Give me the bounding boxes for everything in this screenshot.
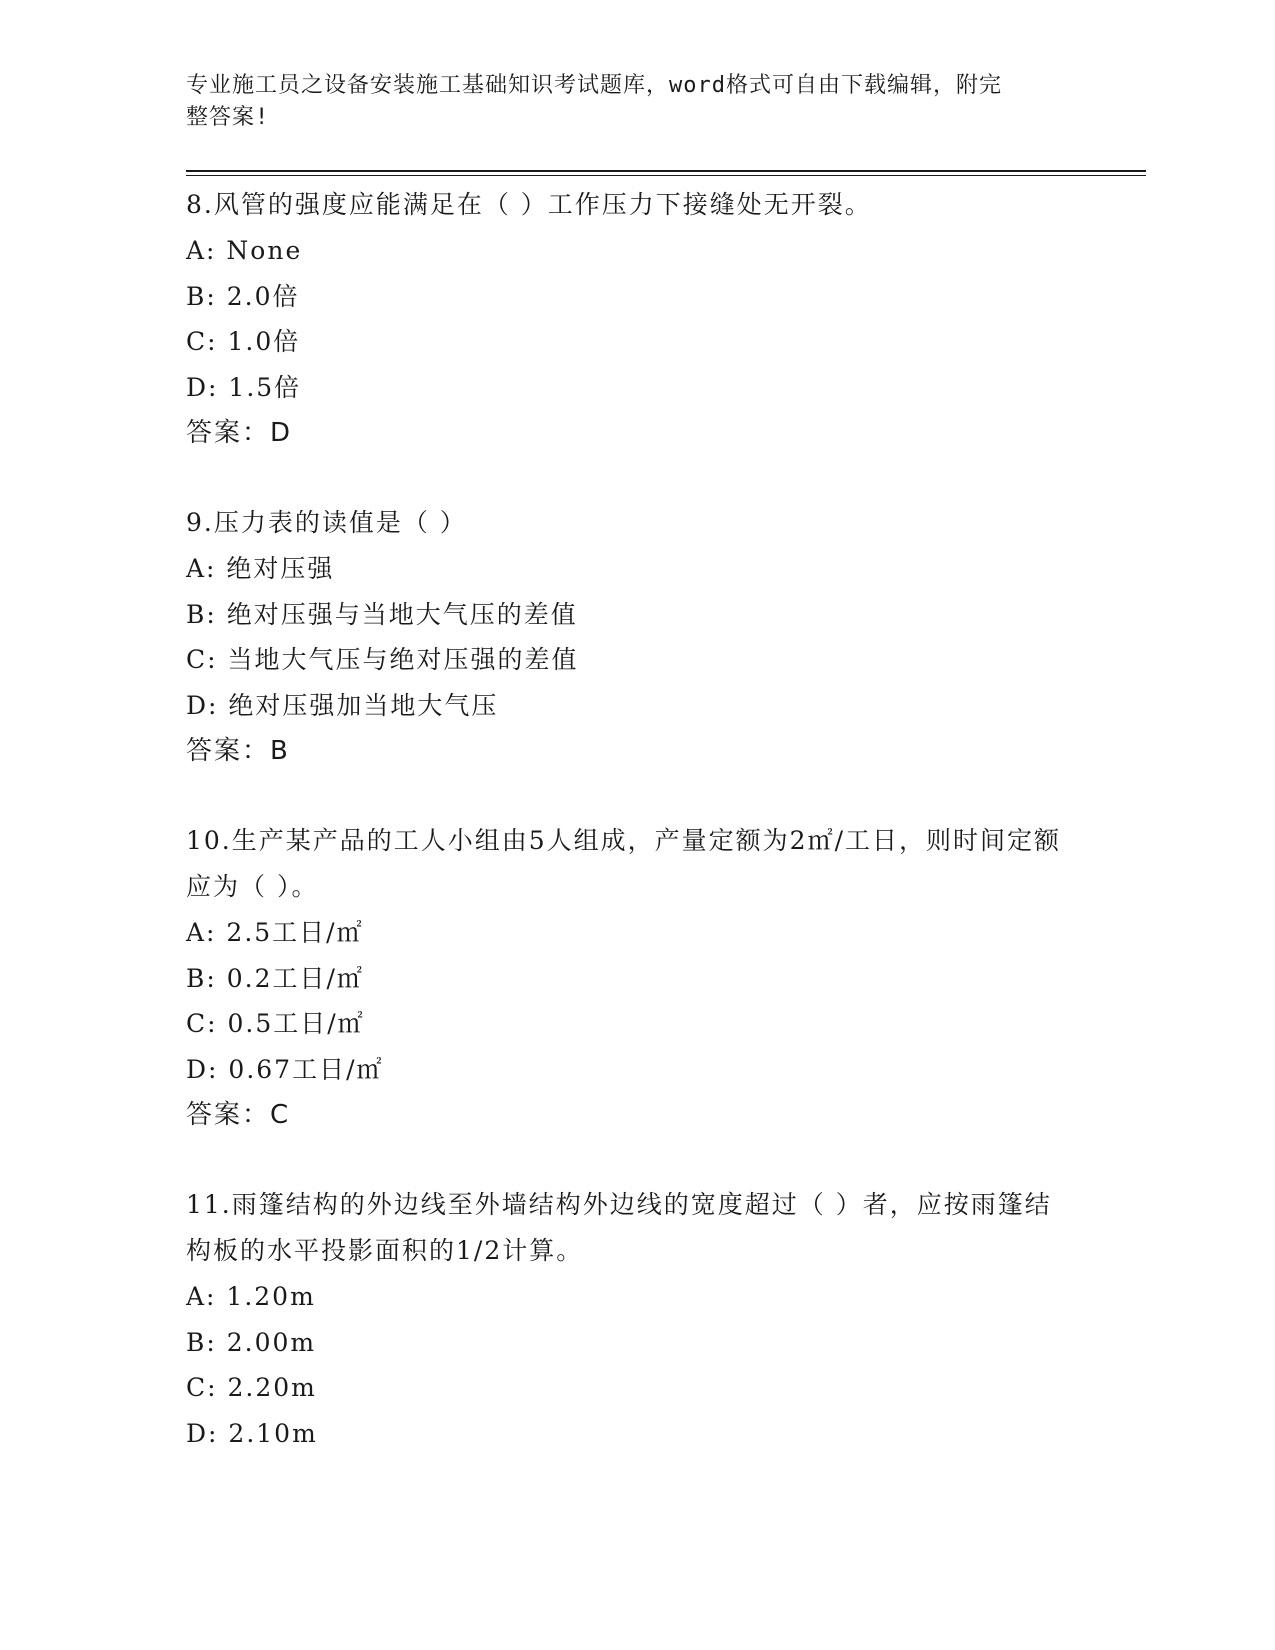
option-d: D: 2.10m xyxy=(186,1418,318,1448)
question-10 xyxy=(186,818,1146,1138)
header-line-2: 整答案! xyxy=(186,105,270,130)
option-c: C: 2.20m xyxy=(186,1373,317,1402)
option-c: C: 当地大气压与绝对压强的差值 xyxy=(186,645,579,674)
option-d: D: 1.5倍 xyxy=(186,372,302,402)
spacer xyxy=(186,1138,1146,1182)
option-c: C: 1.0倍 xyxy=(186,327,301,356)
option-b: B: 2.0倍 xyxy=(186,281,300,311)
option-a: A: 2.5工日/㎡ xyxy=(186,918,364,947)
question-text: 8.风管的强度应能满足在（ ）工作压力下接缝处无开裂。 xyxy=(186,190,872,219)
option-a: A: 绝对压强 xyxy=(186,554,335,583)
question-9 xyxy=(186,500,1146,774)
document-header xyxy=(186,70,1066,134)
spacer xyxy=(186,456,1146,500)
question-text: 9.压力表的读值是（ ） xyxy=(186,508,467,537)
question-11 xyxy=(186,1182,1146,1456)
option-c: C: 0.5工日/㎡ xyxy=(186,1009,365,1038)
option-a: A: None xyxy=(186,236,303,265)
document-page xyxy=(186,70,1146,1456)
option-a: A: 1.20m xyxy=(186,1282,316,1311)
option-d: D: 绝对压强加当地大气压 xyxy=(186,690,499,720)
header-divider xyxy=(186,170,1146,176)
answer: 答案：D xyxy=(186,418,293,448)
option-d: D: 0.67工日/㎡ xyxy=(186,1054,384,1084)
spacer xyxy=(186,774,1146,818)
option-b: B: 绝对压强与当地大气压的差值 xyxy=(186,599,578,629)
answer: 答案：B xyxy=(186,736,290,766)
question-text: 10.生产某产品的工人小组由5人组成，产量定额为2㎡/工日，则时间定额应为（ ）。 xyxy=(186,826,1061,901)
question-text: 11.雨篷结构的外边线至外墙结构外边线的宽度超过（ ）者，应按雨篷结构板的水平投影面积的1/2计算。 xyxy=(186,1190,1052,1265)
option-b: B: 0.2工日/㎡ xyxy=(186,963,364,993)
question-8 xyxy=(186,182,1146,456)
option-b: B: 2.00m xyxy=(186,1327,317,1357)
header-line-1: 专业施工员之设备安装施工基础知识考试题库，word格式可自由下载编辑，附完 xyxy=(186,73,1002,98)
answer: 答案：C xyxy=(186,1100,291,1130)
